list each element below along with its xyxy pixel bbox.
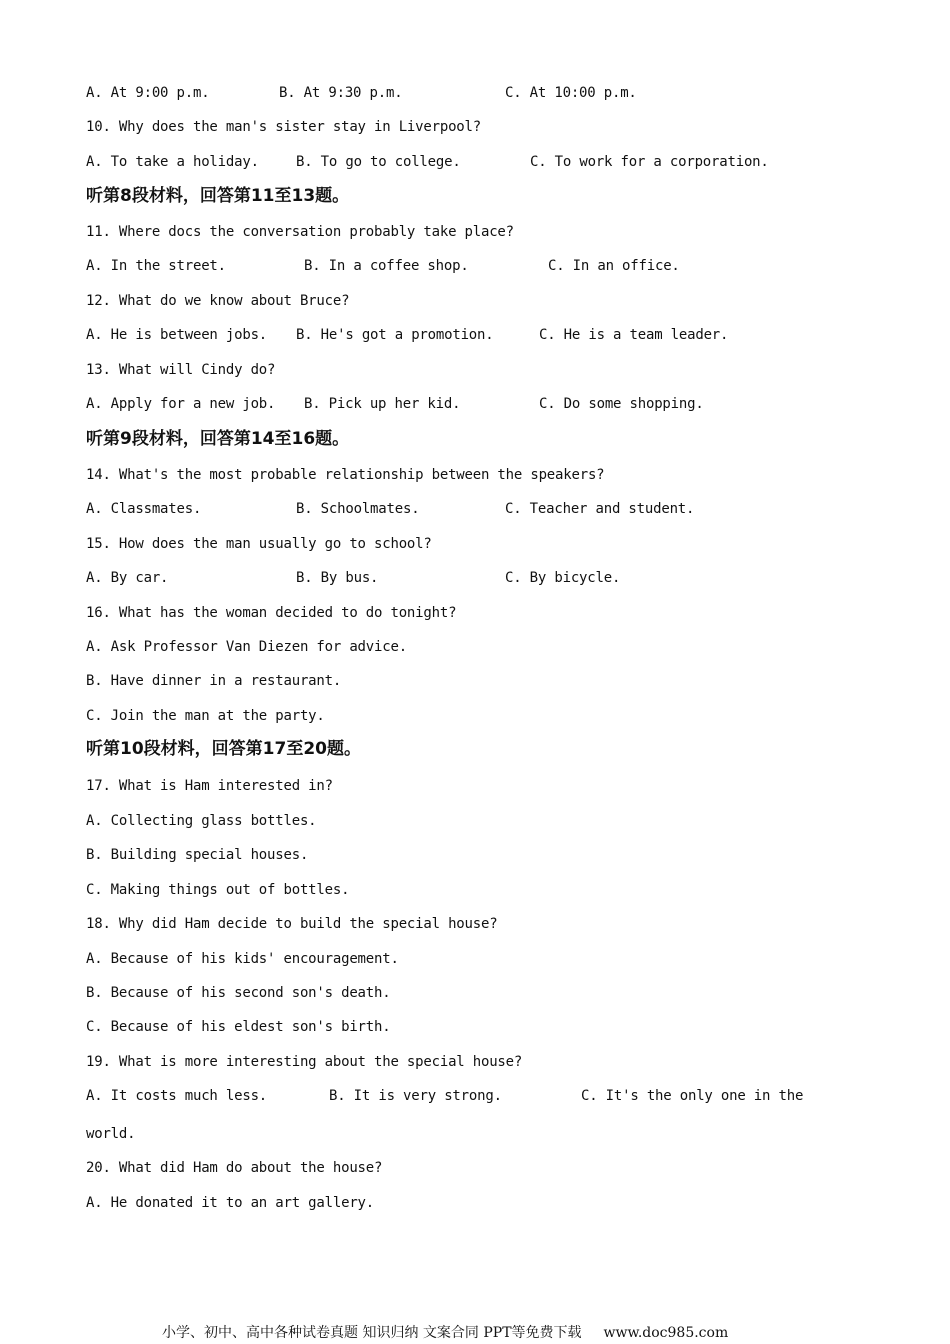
q17-option-b: B. Building special houses. bbox=[86, 847, 309, 863]
q12-question: 12. What do we know about Bruce? bbox=[86, 293, 350, 309]
q15-option-c: C. By bicycle. bbox=[505, 570, 621, 586]
q15-option-a: A. By car. bbox=[86, 570, 169, 586]
section-9-heading: 听第9段材料，回答第14至16题。 bbox=[86, 429, 350, 449]
q18-option-a: A. Because of his kids' encouragement. bbox=[86, 951, 399, 967]
footer-link[interactable]: www.doc985.com bbox=[603, 1325, 729, 1341]
q15-question: 15. How does the man usually go to school? bbox=[86, 536, 432, 552]
q10-question: 10. Why does the man's sister stay in Liverpool? bbox=[86, 119, 481, 135]
section-8-heading: 听第8段材料，回答第11至13题。 bbox=[86, 186, 350, 206]
q19-option-b: B. It is very strong. bbox=[329, 1088, 502, 1104]
q19-option-c: C. It's the only one in the bbox=[581, 1088, 804, 1104]
q14-option-c: C. Teacher and student. bbox=[505, 501, 695, 517]
q16-question: 16. What has the woman decided to do tonight? bbox=[86, 605, 457, 621]
q12-option-b: B. He's got a promotion. bbox=[296, 327, 494, 343]
q16-option-a: A. Ask Professor Van Diezen for advice. bbox=[86, 639, 407, 655]
q16-option-c: C. Join the man at the party. bbox=[86, 708, 325, 724]
q14-question: 14. What's the most probable relationship between the speakers? bbox=[86, 467, 605, 483]
q17-option-c: C. Making things out of bottles. bbox=[86, 882, 350, 898]
q11-option-c: C. In an office. bbox=[548, 258, 680, 274]
q9-option-b: B. At 9:30 p.m. bbox=[279, 85, 403, 101]
q18-question: 18. Why did Ham decide to build the special house? bbox=[86, 916, 498, 932]
q11-option-a: A. In the street. bbox=[86, 258, 226, 274]
section-10-heading: 听第10段材料，回答第17至20题。 bbox=[86, 739, 361, 759]
q18-option-c: C. Because of his eldest son's birth. bbox=[86, 1019, 391, 1035]
page-footer bbox=[162, 1324, 728, 1342]
q14-option-b: B. Schoolmates. bbox=[296, 501, 420, 517]
q20-question: 20. What did Ham do about the house? bbox=[86, 1160, 383, 1176]
q18-option-b: B. Because of his second son's death. bbox=[86, 985, 391, 1001]
q15-option-b: B. By bus. bbox=[296, 570, 379, 586]
q13-option-b: B. Pick up her kid. bbox=[304, 396, 461, 412]
q19-option-a: A. It costs much less. bbox=[86, 1088, 268, 1104]
q12-option-a: A. He is between jobs. bbox=[86, 327, 268, 343]
q11-option-b: B. In a coffee shop. bbox=[304, 258, 469, 274]
q17-option-a: A. Collecting glass bottles. bbox=[86, 813, 317, 829]
footer-text: 小学、初中、高中各种试卷真题 知识归纳 文案合同 PPT等免费下载 bbox=[162, 1325, 582, 1341]
q9-option-a: A. At 9:00 p.m. bbox=[86, 85, 210, 101]
q10-option-c: C. To work for a corporation. bbox=[530, 154, 769, 170]
q9-option-c: C. At 10:00 p.m. bbox=[505, 85, 637, 101]
q16-option-b: B. Have dinner in a restaurant. bbox=[86, 673, 342, 689]
q19-question: 19. What is more interesting about the special house? bbox=[86, 1054, 523, 1070]
q13-option-a: A. Apply for a new job. bbox=[86, 396, 276, 412]
q14-option-a: A. Classmates. bbox=[86, 501, 202, 517]
q11-question: 11. Where docs the conversation probably take place? bbox=[86, 224, 514, 240]
q20-option-a: A. He donated it to an art gallery. bbox=[86, 1195, 375, 1211]
q19-option-c-continuation: world. bbox=[86, 1126, 136, 1142]
q13-question: 13. What will Cindy do? bbox=[86, 362, 276, 378]
q10-option-b: B. To go to college. bbox=[296, 154, 461, 170]
q12-option-c: C. He is a team leader. bbox=[539, 327, 729, 343]
q13-option-c: C. Do some shopping. bbox=[539, 396, 704, 412]
q17-question: 17. What is Ham interested in? bbox=[86, 778, 333, 794]
q10-option-a: A. To take a holiday. bbox=[86, 154, 259, 170]
